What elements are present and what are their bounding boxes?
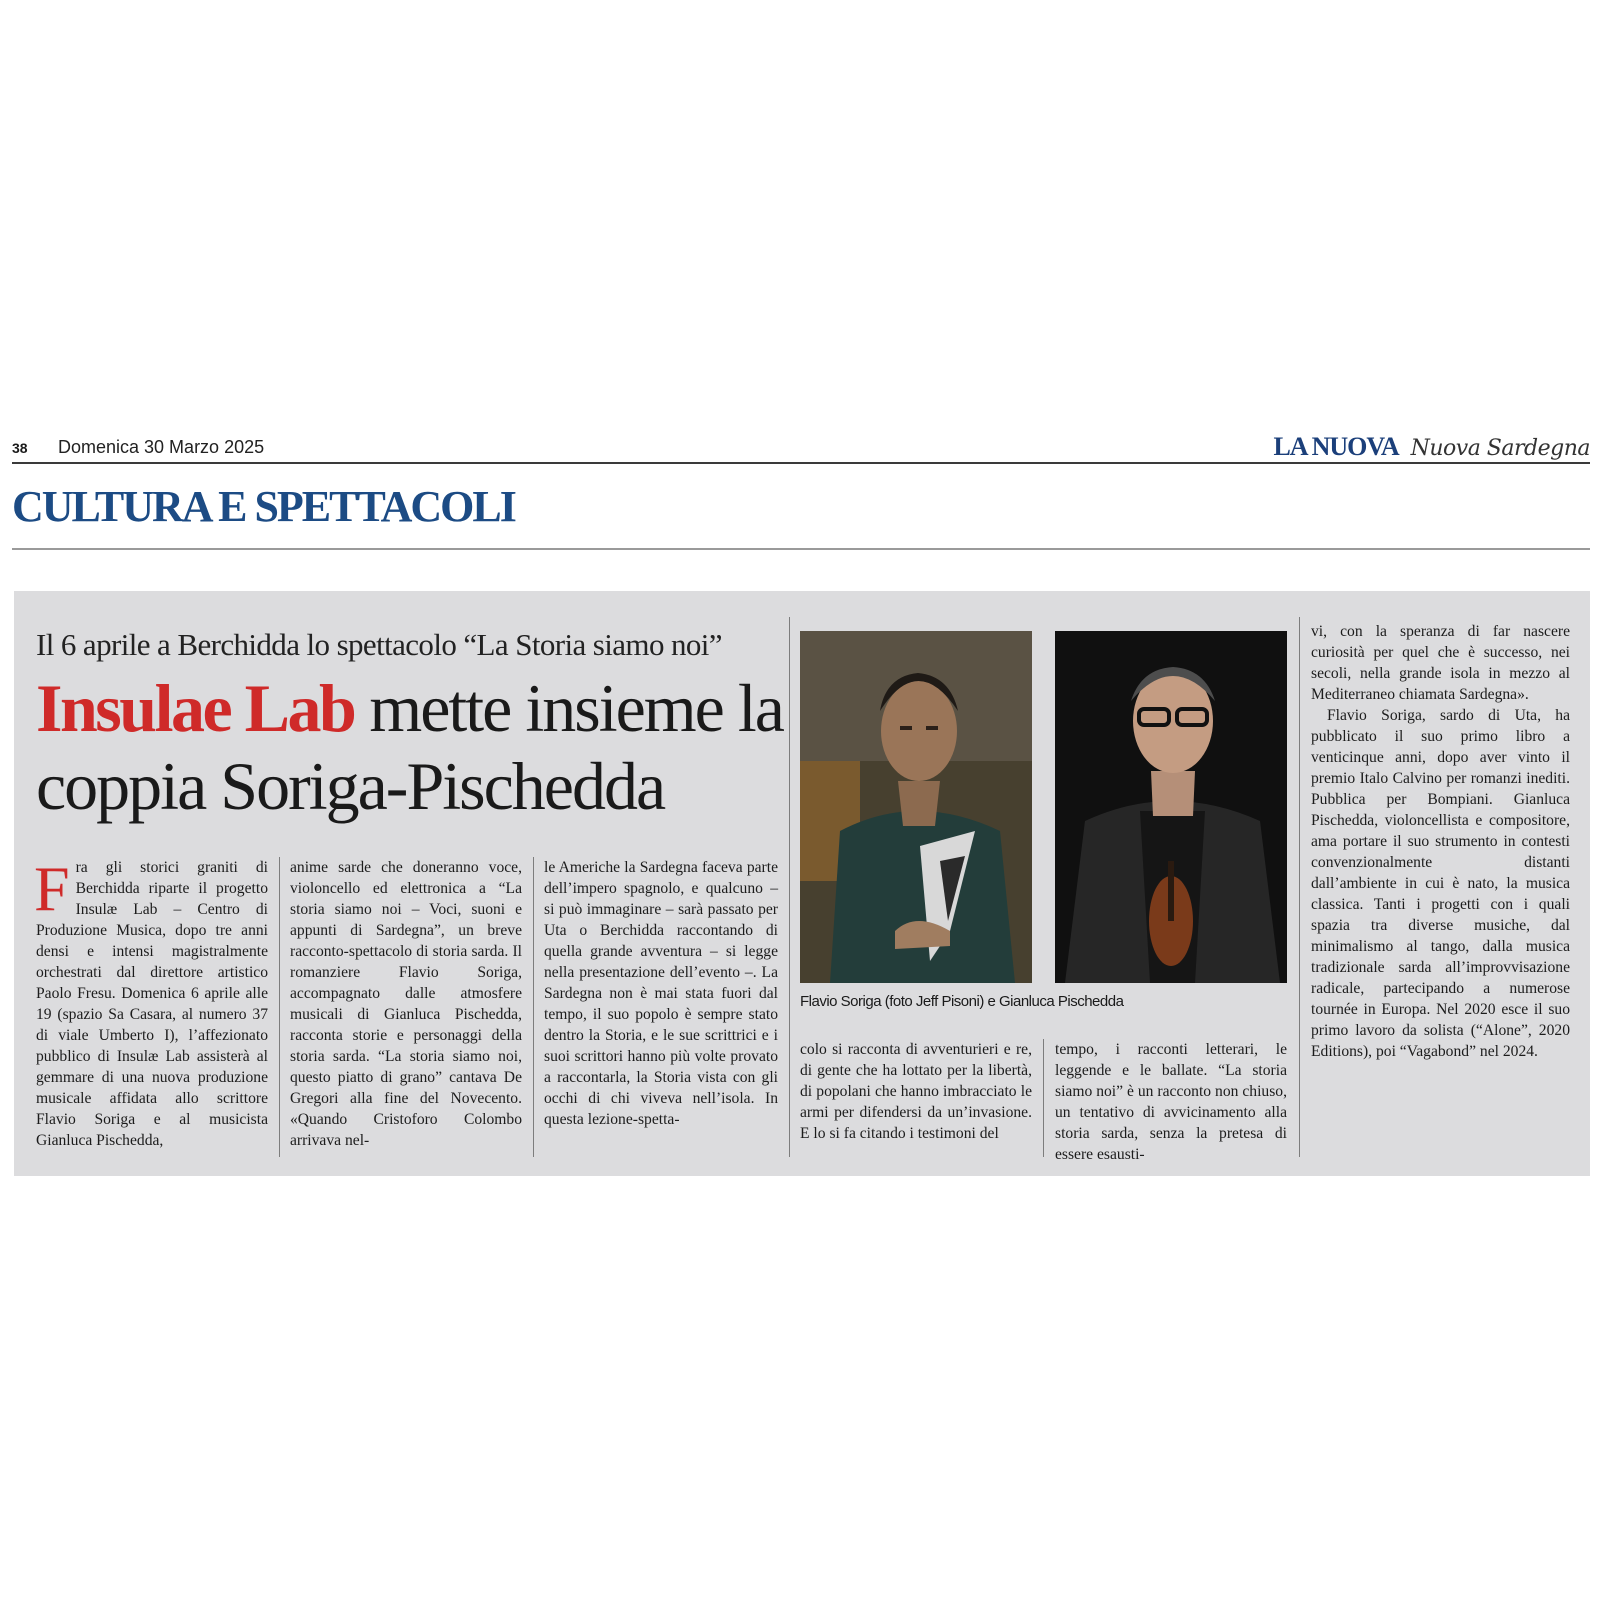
article-column-3: le Americhe la Sardegna faceva parte dell’impero spagnolo, e qualcuno – si può immaginare – sarà passato per Uta o Berchidda raccontando di quella grande avventura – si legge nella presentazione dell’evento –. La Sardegna non è mai stata fuori dal tempo, il suo popolo è sempre stato dentro la Storia, e le sue scrittrici e i suoi scrittori hanno più volte provato a raccontarla, la Storia vista con gli occhi di chi viveva nell’isola. In questa lezione-spetta-: [544, 859, 778, 1128]
column-paragraph: vi, con la speranza di far nascere curiosità per quel che è successo, nei secoli, nella grande isola in mezzo al Mediterraneo chiamata Sardegna».: [1311, 623, 1570, 703]
photo-flavio-soriga: [800, 631, 1032, 983]
page-number: 38: [12, 440, 28, 456]
brand-logo-main: LA NUOVA: [1273, 432, 1399, 461]
column-divider: [533, 857, 534, 1157]
column-divider: [279, 857, 280, 1157]
page-date: Domenica 30 Marzo 2025: [58, 437, 265, 457]
page-masthead: [12, 432, 1590, 464]
drop-cap: F: [34, 853, 70, 924]
headline-rest: mette insieme la coppia Soriga-Pischedda: [36, 670, 783, 824]
article-column-5: tempo, i racconti letterari, le leggende e le ballate. “La storia siamo noi” è un racconto non chiuso, un tentativo di avvicinamento alla storia sarda, senza la pretesa di essere esausti-: [1055, 1041, 1287, 1163]
article-kicker: Il 6 aprile a Berchidda lo spettacolo “La Storia siamo noi”: [36, 627, 722, 662]
section-title: CULTURA E SPETTACOLI: [12, 482, 515, 531]
column-divider: [1299, 617, 1300, 1157]
photo-gianluca-pischedda: [1055, 631, 1287, 983]
column-text: ra gli storici graniti di Berchidda riparte il progetto Insulæ Lab – Centro di Produzione Musica, dopo tre anni densi e intensi magistralmente orchestrati dal direttore artistico Paolo Fresu. Domenica 6 aprile alle 19 (spazio Sa Casara, al numero 37 di viale Umberto I), l’affezionato pubblico di Insulæ Lab assisterà al gemmare di una nuova produzione musicale affidata allo scrittore Flavio Soriga e al musicista Gianluca Pischedda,: [36, 859, 268, 1149]
headline-highlight: Insulae Lab: [36, 670, 355, 746]
column-divider: [1043, 1039, 1044, 1157]
article-column-1: [34, 853, 268, 1151]
article-column-6: [1311, 621, 1570, 1062]
article-box: [14, 591, 1590, 1176]
section-divider: [12, 548, 1590, 550]
column-divider: [789, 617, 790, 1157]
article-headline: [36, 669, 806, 825]
column-paragraph: Flavio Soriga, sardo di Uta, ha pubblicato il suo primo libro a venticinque anni, dopo aver vinto il premio Italo Calvino per romanzi inediti. Pubblica per Bompiani. Gianluca Pischedda, violoncellista e compositore, ama portare il suo strumento in contesti convenzionalmente distanti dall’ambiente in cui è nato, la musica classica. Tanti i progetti con i quali spazia tra diverse musiche, dal minimalismo al tango, dalla musica tradizionale sarda all’improvvisazione radicale, partecipando a numerose tournée in Europa. Nel 2020 esce il suo primo lavoro da solista (“Alone”, 2020 Editions), poi “Vagabond” nel 2024.: [1311, 707, 1570, 1060]
photo-caption: Flavio Soriga (foto Jeff Pisoni) e Gianluca Pischedda: [800, 993, 1124, 1010]
brand-logo-script: Nuova Sardegna: [1410, 436, 1590, 461]
article-column-2: anime sarde che doneranno voce, violoncello ed elettronica a “La storia siamo noi – Voci, suoni e appunti di Sardegna”, un breve racconto-spettacolo di storia sarda. Il romanziere Flavio Soriga, accompagnato dalle atmosfere musicali di Gianluca Pischedda, racconta storie e personaggi della storia sarda. “La storia siamo noi, questo piatto di grano” cantava De Gregori alla fine del Novecento. «Quando Cristoforo Colombo arrivava nel-: [290, 859, 522, 1149]
newspaper-brand: [1273, 432, 1590, 462]
article-column-4: colo si racconta di avventurieri e re, di gente che ha lottato per la libertà, di popolani che hanno imbracciato le armi per difendersi da un’invasione. E lo si fa citando i testimoni del: [800, 1041, 1032, 1142]
